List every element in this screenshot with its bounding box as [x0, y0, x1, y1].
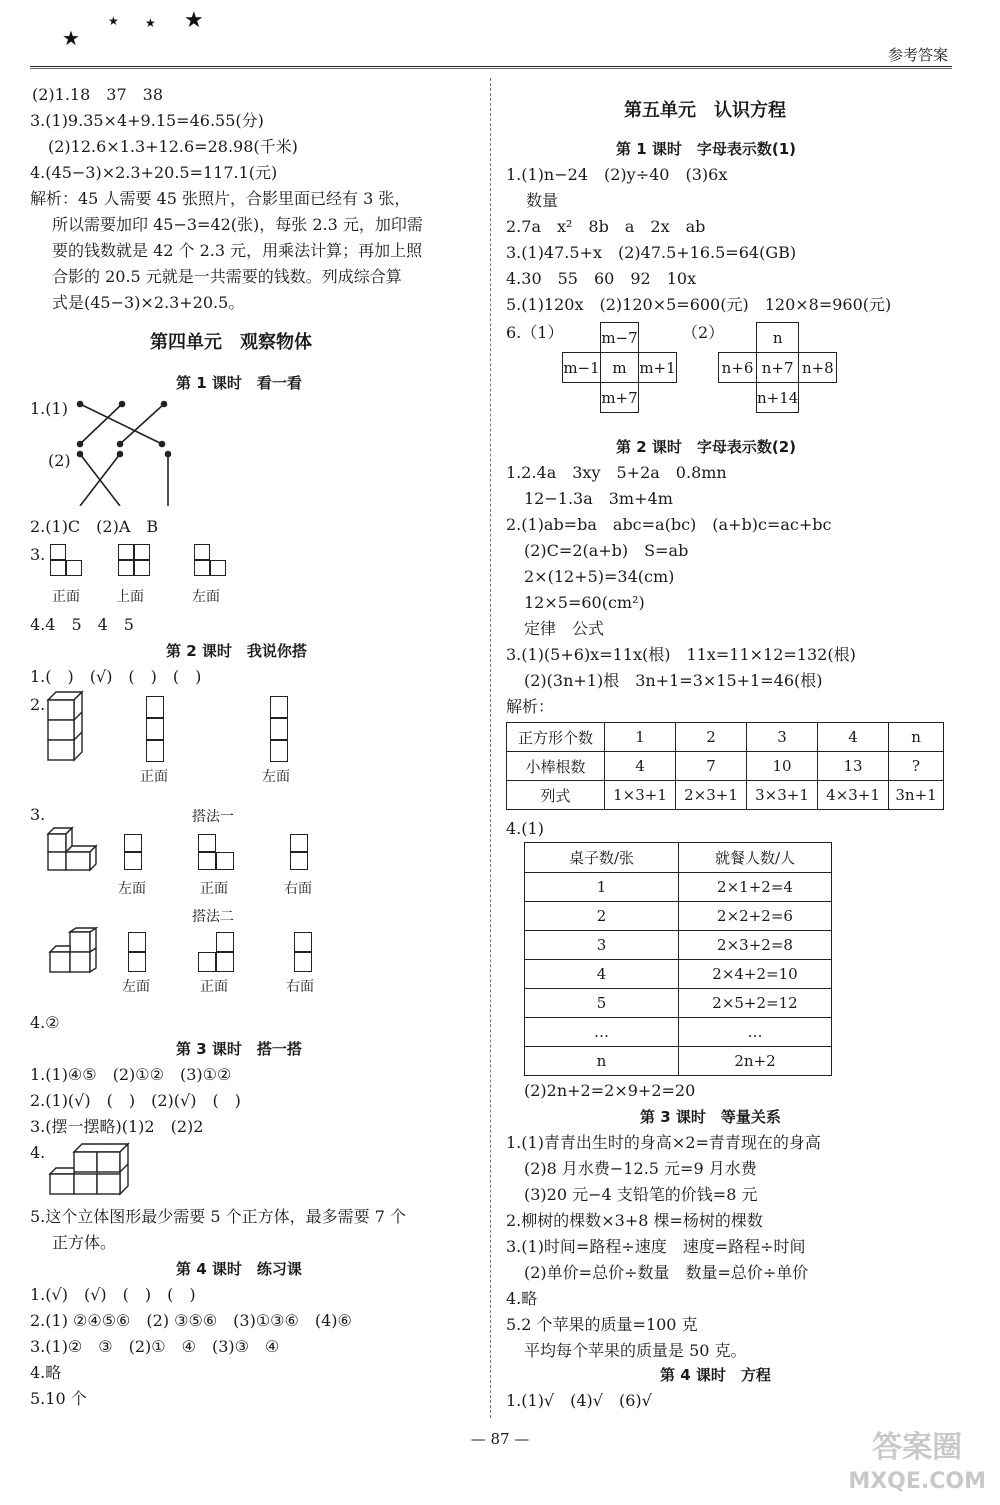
answer-line: 1.( ) (√) ( ) ( ) — [30, 667, 202, 686]
answer-line: 3.(摆一摆略)(1)2 (2)2 — [30, 1117, 204, 1136]
analysis-label: 解析： — [506, 697, 555, 716]
question-label: 3. — [30, 545, 46, 564]
answer-line: (2)单价=总价÷数量 数量=总价÷单价 — [524, 1263, 809, 1282]
cross-cell: n+8 — [799, 353, 837, 383]
answer-line: 5.10 个 — [30, 1389, 87, 1408]
answer-line: 4.30 55 60 92 10x — [506, 269, 697, 288]
table-header: 就餐人数/人 — [679, 843, 832, 873]
table-cell: … — [525, 1018, 679, 1047]
view-square — [198, 952, 216, 972]
cross-cell: m+7 — [601, 383, 639, 413]
answer-line: 正方体。 — [52, 1233, 117, 1252]
table-cell: 5 — [525, 989, 679, 1018]
answer-line: 1.(√) (√) ( ) ( ) — [30, 1285, 196, 1304]
table-cell: 2 — [525, 902, 679, 931]
cross-cell: n — [757, 323, 799, 353]
method-label: 搭法一 — [192, 809, 234, 825]
answer-line: 3.(1)② ③ (2)① ④ (3)③ ④ — [30, 1337, 280, 1356]
answer-line: 3.(1)时间=路程÷速度 速度=路程÷时间 — [506, 1237, 806, 1256]
star-icon: ★ — [184, 8, 204, 33]
answer-line: 4.② — [30, 1013, 60, 1032]
view-square — [194, 544, 210, 560]
answer-line: 2.柳树的棵数×3+8 棵=杨树的棵数 — [506, 1211, 763, 1230]
table-cell: 2n+2 — [679, 1047, 832, 1076]
table-cell: 2×1+2=4 — [679, 873, 832, 902]
table-cell: 2×4+2=10 — [679, 960, 832, 989]
dining-table — [524, 842, 832, 1076]
table-cell: 3n+1 — [889, 781, 944, 810]
view-square — [270, 740, 288, 762]
answer-line: 12−1.3a 3m+4m — [524, 489, 673, 508]
answer-line: 定律 公式 — [524, 619, 605, 638]
answer-line: 平均每个苹果的质量是 50 克。 — [524, 1341, 747, 1360]
lesson-title: 第 3 课时 等量关系 — [640, 1108, 781, 1126]
table-cell: 13 — [818, 752, 889, 781]
star-icon: ★ — [108, 14, 119, 28]
answer-line: 1.2.4a 3xy 5+2a 0.8mn — [506, 463, 727, 482]
header-title: 参考答案 — [887, 46, 948, 64]
lesson-title: 第 2 课时 我说你搭 — [166, 642, 307, 660]
cross-cell: n+7 — [757, 353, 799, 383]
answer-line: 3.(1)(5+6)x=11x(根) 11x=11×12=132(根) — [506, 645, 856, 664]
cross-cell: m−7 — [601, 323, 639, 353]
table-cell: 2×2+2=6 — [679, 902, 832, 931]
lesson-title: 第 3 课时 搭一搭 — [176, 1040, 302, 1058]
view-square — [118, 560, 134, 576]
view-label: 正面 — [200, 881, 228, 897]
view-square — [290, 852, 308, 870]
answer-line: 3.(1)9.35×4+9.15=46.55(分) — [30, 111, 264, 130]
answer-line: 2×(12+5)=34(cm) — [524, 567, 675, 586]
answer-line: 5.(1)120x (2)120×5=600(元) 120×8=960(元) — [506, 295, 892, 314]
table-cell: 3 — [747, 723, 818, 752]
answer-line: 1.(1)青青出生时的身高×2=青青现在的身高 — [506, 1133, 821, 1152]
question-label: 2. — [30, 695, 46, 714]
analysis-line: 合影的 20.5 元就是一共需要的钱数。列成综合算 — [52, 267, 402, 286]
view-square — [194, 560, 210, 576]
view-square — [146, 740, 164, 762]
answer-line: 5.这个立体图形最少需要 5 个正方体，最多需要 7 个 — [30, 1207, 406, 1226]
view-label: 右面 — [284, 881, 312, 897]
answer-line: 2.(1)C (2)A B — [30, 517, 159, 536]
answer-line: (2)8 月水费−12.5 元=9 月水费 — [524, 1159, 757, 1178]
view-label: 上面 — [116, 589, 144, 605]
analysis-line: 要的钱数就是 42 个 2.3 元，用乘法计算；再加上照 — [52, 241, 423, 260]
view-square — [124, 834, 142, 852]
table-cell: 2 — [676, 723, 747, 752]
view-square — [270, 696, 288, 718]
answer-line: 1.(1)④⑤ (2)①② (3)①② — [30, 1065, 232, 1084]
question-label: （2） — [682, 323, 725, 342]
answer-line: 4.略 — [30, 1363, 62, 1382]
table-cell: 2×3+2=8 — [679, 931, 832, 960]
view-label: 正面 — [140, 769, 168, 785]
cube-stack-3d — [46, 690, 86, 774]
view-label: 正面 — [52, 589, 80, 605]
table-cell: 3×3+1 — [747, 781, 818, 810]
calendar-cross-2 — [718, 322, 837, 413]
page-number: — 87 — — [470, 1430, 530, 1448]
question-label: 4.(1) — [506, 819, 544, 838]
view-square — [128, 932, 146, 952]
unit-title: 第四单元 观察物体 — [150, 332, 312, 353]
view-square — [294, 932, 312, 952]
view-square — [146, 696, 164, 718]
cross-cell: n+14 — [757, 383, 799, 413]
view-label: 正面 — [200, 979, 228, 995]
table-cell: 小棒根数 — [507, 752, 605, 781]
table-cell: 列式 — [507, 781, 605, 810]
answer-line: 2.7a x² 8b a 2x ab — [506, 217, 706, 236]
question-label: 4. — [30, 1143, 46, 1162]
header-rule — [30, 66, 952, 69]
answer-line: 4.4 5 4 5 — [30, 615, 134, 634]
view-square — [118, 544, 134, 560]
cube-structure-3d — [46, 826, 100, 874]
analysis-line: 所以需要加印 45−3=42(张)，每张 2.3 元，加印需 — [52, 215, 423, 234]
table-cell: … — [679, 1018, 832, 1047]
view-square — [134, 544, 150, 560]
view-square — [50, 560, 66, 576]
view-square — [216, 932, 234, 952]
lesson-title: 第 4 课时 方程 — [660, 1366, 771, 1384]
answer-line: (2)12.6×1.3+12.6=28.98(千米) — [48, 137, 298, 156]
table-header: 桌子数/张 — [525, 843, 679, 873]
view-label: 左面 — [262, 769, 290, 785]
view-square — [290, 834, 308, 852]
answer-line: 5.2 个苹果的质量=100 克 — [506, 1315, 698, 1334]
table-cell: n — [525, 1047, 679, 1076]
cube-structure-3d — [46, 926, 100, 976]
view-square — [198, 834, 216, 852]
star-icon: ★ — [62, 26, 80, 50]
answer-line: 2.(1)(√) ( ) (2)(√) ( ) — [30, 1091, 241, 1110]
answer-line: 数量 — [526, 191, 559, 210]
table-cell: 4×3+1 — [818, 781, 889, 810]
view-label: 右面 — [286, 979, 314, 995]
analysis-line: 式是(45−3)×2.3+20.5。 — [52, 293, 245, 312]
lesson-title: 第 4 课时 练习课 — [176, 1260, 302, 1278]
cross-cell: n+6 — [719, 353, 757, 383]
answer-line: 4.(45−3)×2.3+20.5=117.1(元) — [30, 163, 278, 182]
table-cell: 1×3+1 — [605, 781, 676, 810]
answer-line: 3.(1)47.5+x (2)47.5+16.5=64(GB) — [506, 243, 797, 262]
table-cell: 4 — [605, 752, 676, 781]
view-label: 左面 — [118, 881, 146, 897]
cross-cell: m−1 — [563, 353, 601, 383]
table-cell: 2×5+2=12 — [679, 989, 832, 1018]
answer-line: 4.略 — [506, 1289, 538, 1308]
lesson-title: 第 2 课时 字母表示数(2) — [616, 438, 797, 456]
answer-line: (2)1.18 37 38 — [32, 85, 164, 104]
view-square — [124, 852, 142, 870]
table-cell: 10 — [747, 752, 818, 781]
calendar-cross-1 — [562, 322, 677, 413]
view-square — [210, 560, 226, 576]
lesson-title: 第 1 课时 看一看 — [176, 374, 302, 392]
column-divider — [490, 78, 491, 1418]
view-label: 左面 — [192, 589, 220, 605]
view-square — [50, 544, 66, 560]
watermark-text: 答案圈 — [872, 1430, 963, 1465]
question-label: 1.(1) — [30, 399, 68, 418]
view-square — [216, 852, 234, 870]
matching-lines-diagram — [70, 396, 190, 506]
analysis-line: 解析：45 人需要 45 张照片，合影里面已经有 3 张， — [30, 189, 411, 208]
view-square — [128, 952, 146, 972]
answer-line: 2.(1)ab=ba abc=a(bc) (a+b)c=ac+bc — [506, 515, 832, 534]
table-cell: 3 — [525, 931, 679, 960]
answer-line: (2)(3n+1)根 3n+1=3×15+1=46(根) — [524, 671, 823, 690]
answer-line: (2)C=2(a+b) S=ab — [524, 541, 689, 560]
question-label: 3. — [30, 805, 46, 824]
watermark-url: MXQE.COM — [848, 1469, 986, 1494]
table-cell: 2×3+1 — [676, 781, 747, 810]
star-icon: ★ — [145, 16, 156, 30]
answer-line: (2)2n+2=2×9+2=20 — [524, 1081, 696, 1100]
method-label: 搭法二 — [192, 909, 234, 925]
table-cell: n — [889, 723, 944, 752]
view-square — [66, 560, 82, 576]
cross-cell: m+1 — [639, 353, 677, 383]
view-square — [146, 718, 164, 740]
view-square — [216, 952, 234, 972]
answer-line: (3)20 元−4 支铅笔的价钱=8 元 — [524, 1185, 758, 1204]
watermark-logo — [848, 1431, 986, 1499]
unit-title: 第五单元 认识方程 — [624, 100, 786, 121]
question-label: 6.（1） — [506, 323, 564, 342]
view-square — [198, 852, 216, 870]
view-label: 左面 — [122, 979, 150, 995]
answer-line: 1.(1)n−24 (2)y÷40 (3)6x — [506, 165, 728, 184]
view-square — [134, 560, 150, 576]
cross-cell: m — [601, 353, 639, 383]
lesson-title: 第 1 课时 字母表示数(1) — [616, 140, 797, 158]
answer-line: 2.(1) ②④⑤⑥ (2) ③⑤⑥ (3)①③⑥ (4)⑥ — [30, 1311, 352, 1330]
table-cell: 1 — [525, 873, 679, 902]
table-cell: ? — [889, 752, 944, 781]
table-cell: 4 — [818, 723, 889, 752]
answer-line: 12×5=60(cm²) — [524, 593, 645, 612]
question-label: (2) — [48, 451, 71, 470]
answer-line: 1.(1)√ (4)√ (6)√ — [506, 1391, 652, 1410]
view-square — [294, 952, 312, 972]
stick-count-table — [506, 722, 944, 810]
table-cell: 正方形个数 — [507, 723, 605, 752]
cube-structure-3d — [48, 1142, 132, 1198]
table-cell: 7 — [676, 752, 747, 781]
table-cell: 4 — [525, 960, 679, 989]
view-square — [270, 718, 288, 740]
table-cell: 1 — [605, 723, 676, 752]
